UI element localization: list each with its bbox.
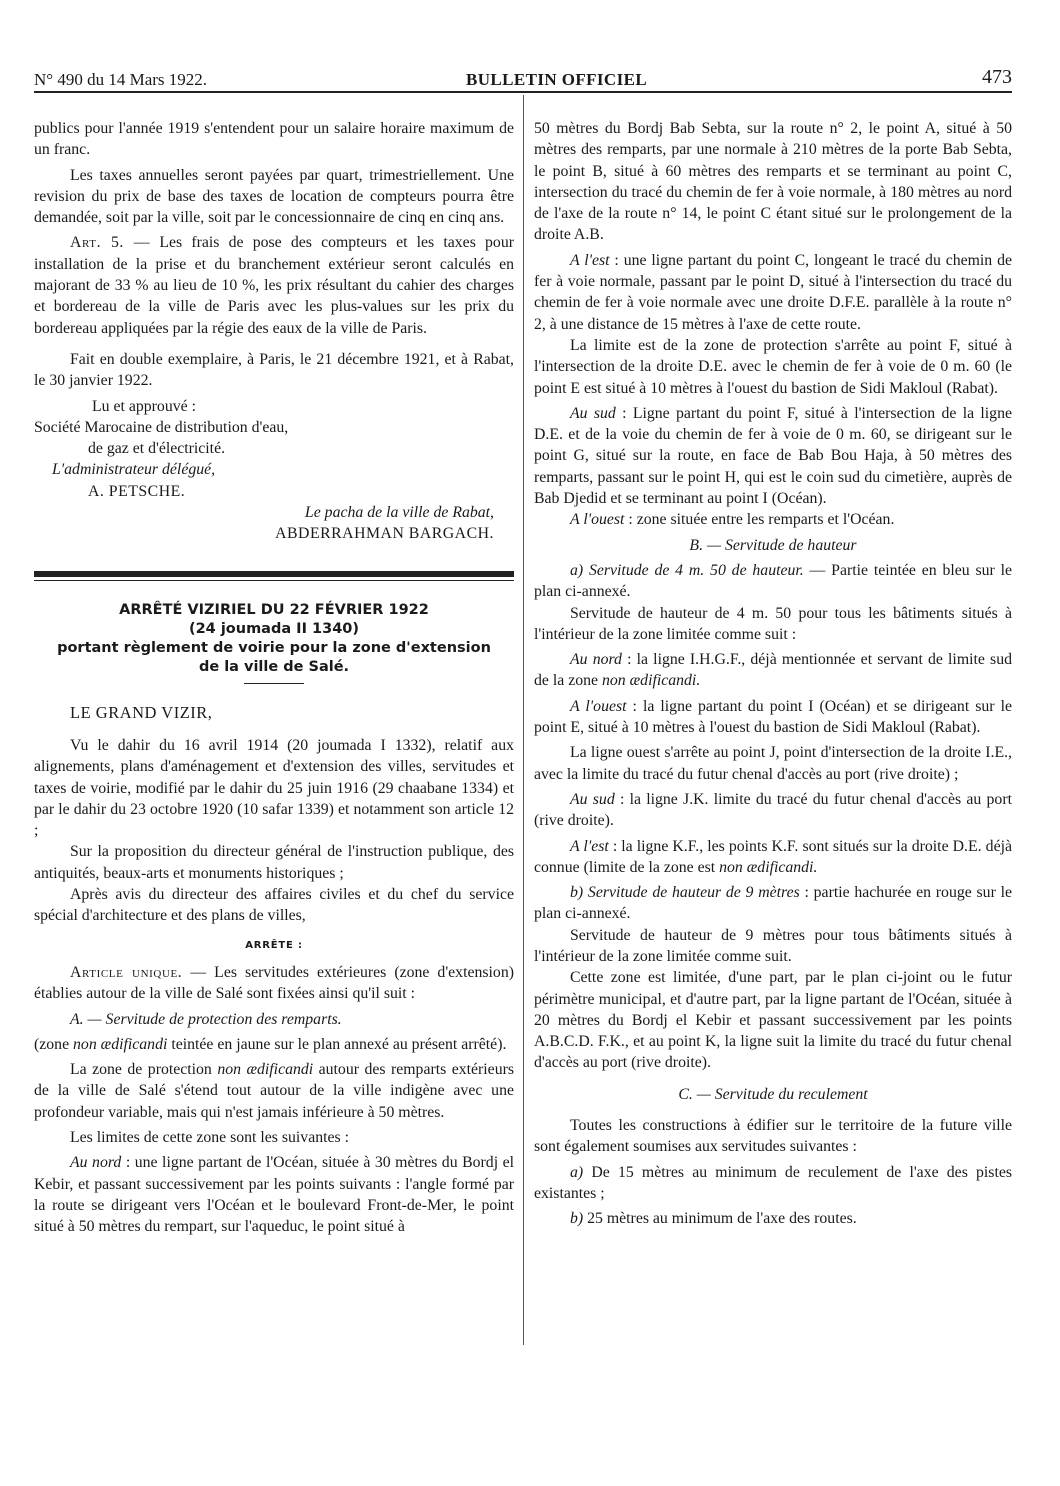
c-a-label: a) [570,1163,584,1181]
west-label: A l'ouest [570,511,625,529]
section-c-heading: C. — Servitude du reculement [678,1085,868,1103]
paragraph-continuation: 50 mètres du Bordj Bab Sebta, sur la route n° 2, le point A, situé à 50 mètres des remparts, par une normale à 210 mètres de la porte Bab Sebta, le point B, situé à 60 mètres des remparts et se terminant au point C, intersection du tracé du chemin de fer à voie normale, à 180 mètres au nord de l'axe de la route n° 14, le point C étant situé sur le prolongement de la droite A.B. [534,120,1012,244]
article-unique-label: Article unique. [70,963,183,981]
arrete-heading: ARRÊTE : [245,939,303,951]
north-2-text: : la ligne I.H.G.F., déjà mentionnée et servant de limite sud de la zone [534,651,1012,690]
north-2-emphasis: non ædificandi. [601,672,701,690]
south-text: : Ligne partant du point F, situé à l'intersection de la ligne D.E. et de la voie du chemin de fer à voie de 0 m. 60, se dirigeant sur le point G, situé sur la route, en face de Bab Bou Haja, à 50 mètres des remparts, passant sur le point H, qui est le coin sud du cimetière, auprès de Bab Djedid et se terminant au point I (Océan). [534,404,1012,508]
paragraph-b-a [534,560,1012,603]
paragraph-article-5 [34,232,514,338]
c-b-label: b) [570,1210,584,1228]
b-a-text: — Partie teintée en bleu sur le plan ci-annexé. [534,561,1012,601]
protection-text-1: La zone de protection [70,1061,218,1079]
paragraph-limits: Les limites de cette zone sont les suivantes : [70,1128,350,1146]
page-number: 473 [982,66,1012,88]
protection-text-2: autour des remparts extérieurs de la ville de Salé s'étend tout autour de la ville indigène avec une profondeur variable, mais qui n'est jamais inférieure à 50 mètres. [34,1061,514,1121]
title-short-rule [244,683,304,684]
page-header [34,64,1012,94]
east-2-emphasis: non ædificandi. [719,858,818,876]
pacha-title: Le pacha de la ville de Rabat, [304,504,494,522]
west-2-text: : la ligne partant du point I (Océan) et se dirigeant sur le point E, situé à 10 mètres à l'ouest du bastion de Sidi Makloul (Rabat). [534,697,1012,737]
left-column [34,118,514,1237]
south-2-label: Au sud [570,790,615,808]
grand-vizir-heading: LE GRAND VIZIR, [70,702,213,722]
paragraph-west [534,509,1012,530]
east-text: : une ligne partant du point C, longeant le tracé du chemin de fer à voie normale, passant par le point D, situé à l'intersection du tracé du chemin de fer à voie normale avec une droite D.F.E. parallèle à la route n° 2, à une distance de 15 mètres à l'axe de cette route. [534,251,1012,333]
company-name-line-2: de gaz et d'électricité. [88,440,226,458]
north-label: Au nord [70,1154,122,1172]
bulletin-title: BULLETIN OFFICIEL [466,70,648,89]
west-2-label: A l'ouest [570,697,627,715]
c-b-text: 25 mètres au minimum de l'axe des routes. [583,1210,857,1228]
paragraph-c-b [534,1208,1012,1229]
section-thick-rule [34,571,514,577]
paragraph-zone-a [34,1034,514,1055]
section-b-heading: B. — Servitude de hauteur [689,536,857,554]
paragraph-north [34,1152,514,1237]
paragraph-c-a [534,1162,1012,1205]
paragraph-east-2 [534,836,1012,879]
paragraph-taxes: Les taxes annuelles seront payées par quart, trimestriellement. Une revision du prix de base des taxes de location de compteurs pourra être demandée, soit par la ville, soit par le concessionnaire de cinq en cinq ans. [34,166,514,227]
east-2-label: A l'est [570,837,609,855]
paragraph-south-2 [534,789,1012,832]
north-text: : une ligne partant de l'Océan, située à 30 mètres du Bordj el Kebir, et passant successivement par les points suivants : l'angle formé par la route se dirigeant vers l'Océan et le boulevard Front-de-Mer, le point situé à 50 mètres du rempart, sur l'aqueduc, le point situé à [34,1154,514,1236]
paragraph-height-9: Servitude de hauteur de 9 mètres pour tous bâtiments situés à l'intérieur de la zone limitée comme suit. [534,926,1012,965]
paragraph-vu-dahir: Vu le dahir du 16 avril 1914 (20 joumada I 1332), relatif aux alignements, plans d'aménagement et d'extension des villes, servitudes et taxes de voirie, modifié par le dahir du 25 juin 1916 (29 chaabane 1334) et par le dahir du 23 octobre 1920 (10 safar 1339) et notamment son article 12 ; [34,736,514,840]
admin-signature: A. PETSCHE. [88,482,186,500]
paragraph-zone-limited: Cette zone est limitée, d'une part, par le plan ci-joint ou le futur périmètre municipal, et d'autre part, par la ligne partant de l'Océan, située à 20 mètres du Bordj el Kebir et passant successivement par les points A.B.C.D. F.K., et au point K, la ligne suit la limite du tracé du futur chenal d'accès au port (rive droite). [534,969,1012,1072]
zone-a-text-2: teintée en jaune sur le plan annexé au présent arrêté). [167,1035,507,1053]
paragraph-south [534,403,1012,509]
paragraph-height-4: Servitude de hauteur de 4 m. 50 pour tous les bâtiments situés à l'intérieur de la zone limitée comme suit : [534,604,1012,643]
company-name-line-1: Société Marocaine de distribution d'eau, [34,418,289,436]
decree-title-line-2: (24 joumada II 1340) [188,620,360,637]
west-text: : zone située entre les remparts et l'Océan. [624,511,895,529]
b-b-label: b) Servitude de hauteur de 9 mètres [570,884,800,902]
paragraph-east-limit: La limite est de la zone de protection s'arrête au point F, situé à l'intersection de la droite D.E. avec le chemin de fer à voie de 0 m. 60 (le point E est situé à 10 mètres à l'ouest du bastion de Sidi Makloul (Rabat). [534,336,1012,397]
paragraph-avis: Après avis du directeur des affaires civiles et du chef du service spécial d'architecture et des plans de villes, [34,886,514,925]
paragraph-west-2 [534,696,1012,739]
paragraph-north-2 [534,649,1012,692]
east-label: A l'est [570,251,610,269]
paragraph-salary: publics pour l'année 1919 s'entendent pour un salaire horaire maximum de un franc. [34,120,514,159]
column-divider [523,95,524,1345]
section-a-heading: A. — Servitude de protection des remparts. [70,1010,342,1028]
decree-title-line-4: de la ville de Salé. [198,658,350,675]
b-a-label: a) Servitude de 4 m. 50 de hauteur. [570,561,804,579]
paragraph-done-at: Fait en double exemplaire, à Paris, le 21 décembre 1921, et à Rabat, le 30 janvier 1922. [34,350,514,390]
zone-a-text-1: (zone [34,1035,74,1053]
article-unique-text: — Les servitudes extérieures (zone d'extension) établies autour de la ville de Salé sont fixées ainsi qu'il suit : [34,963,514,1003]
paragraph-proposition: Sur la proposition du directeur général de l'instruction publique, des antiquités, beaux-arts et monuments historiques ; [34,843,514,882]
east-2-text: : la ligne K.F., les points K.F. sont situés sur la droite D.E. déjà connue (limite de la zone est [534,837,1012,876]
b-b-text: : partie hachurée en rouge sur le plan ci-annexé. [534,884,1012,923]
article-5-label: Art. 5. — [70,234,151,252]
paragraph-article-unique [34,962,514,1005]
paragraph-protection-zone [34,1059,514,1123]
article-5-text: Les frais de pose des compteurs et les taxes pour installation de la prise et du branchement extérieur seront calculés en majorant de 33 % au lieu de 10 %, les prix résultant du cahier des charges et bordereau de la ville de Paris avec les plus-values sur les prix du bordereau appliquées par la régie des eaux de la ville de Paris. [34,234,514,337]
south-2-text: : la ligne J.K. limite du tracé du futur chenal d'accès au port (rive droite). [534,790,1012,830]
zone-a-emphasis: non ædificandi [73,1035,168,1053]
paragraph-all-constructions: Toutes les constructions à édifier sur le territoire de la future ville sont également soumises aux servitudes suivantes : [534,1117,1012,1156]
decree-title-line-3: portant règlement de voirie pour la zone d'extension [57,639,491,656]
section-thin-rule [34,580,514,581]
right-column [534,118,1012,1230]
issue-reference: N° 490 du 14 Mars 1922. [34,70,208,89]
admin-title: L'administrateur délégué, [52,461,216,479]
paragraph-b-b [534,882,1012,925]
north-2-label: Au nord [570,651,622,669]
decree-title-line-1: ARRÊTÉ VIZIRIEL DU 22 FÉVRIER 1922 [119,601,429,618]
protection-emphasis: non ædificandi [217,1061,314,1079]
c-a-text: De 15 mètres au minimum de reculement de l'axe des pistes existantes ; [534,1163,1012,1202]
header-rule [34,91,1012,93]
paragraph-west-line: La ligne ouest s'arrête au point J, point d'intersection de la droite I.E., avec la limite du tracé du futur chenal d'accès au port (rive droite) ; [534,744,1012,783]
pacha-signature: ABDERRAHMAN BARGACH. [275,525,494,543]
approved-line: Lu et approuvé : [92,397,196,415]
paragraph-east [534,250,1012,335]
south-label: Au sud [570,404,616,422]
